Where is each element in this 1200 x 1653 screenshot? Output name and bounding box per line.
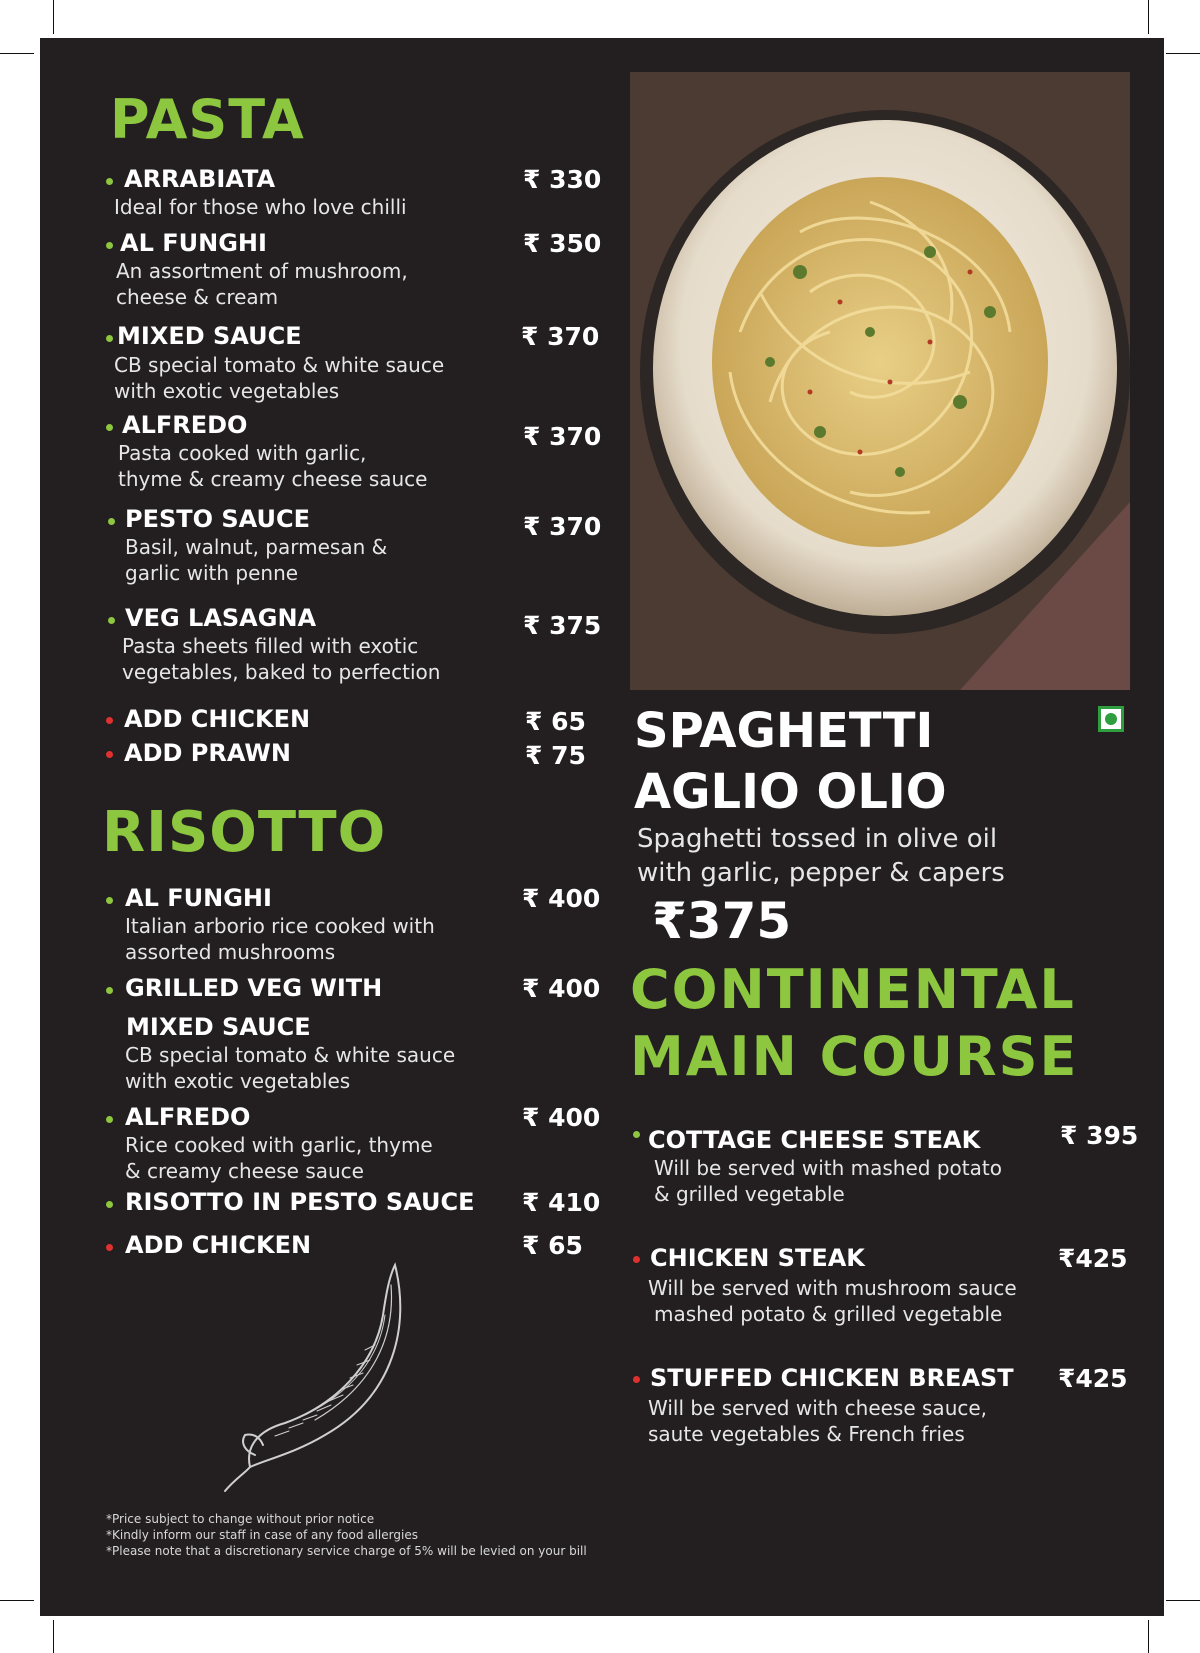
addon-name: ADD CHICKEN [124,705,311,733]
item-description: Italian arborio rice cooked with [125,914,435,938]
spaghetti-photo [630,72,1130,690]
footnote: *Price subject to change without prior notice [106,1512,375,1526]
item-description: Will be served with mashed potato [654,1156,1002,1180]
item-price: ₹ 330 [523,165,602,194]
item-description: CB special tomato & white sauce [125,1043,456,1067]
addon-name: ADD CHICKEN [125,1231,312,1259]
item-price: ₹ 375 [523,611,602,640]
addon-price: ₹ 65 [522,1231,583,1260]
item-name: GRILLED VEG WITH [125,974,383,1002]
nonveg-bullet [633,1256,640,1263]
featured-title-line2: AGLIO OLIO [634,764,947,820]
nonveg-bullet [633,1376,640,1383]
item-name: ALFREDO [122,411,248,439]
item-description: Rice cooked with garlic, thyme [125,1133,433,1157]
nonveg-bullet [106,751,113,758]
item-name: CHICKEN STEAK [650,1244,865,1272]
crop-mark [0,53,34,54]
item-name: AL FUNGHI [125,884,272,912]
crop-mark [53,1620,54,1653]
veg-bullet [106,335,113,342]
veg-bullet [633,1131,640,1138]
item-name: PESTO SAUCE [125,505,311,533]
veg-mark-icon [1098,706,1124,732]
item-name: ALFREDO [125,1103,251,1131]
item-name: MIXED SAUCE [117,322,302,350]
crop-mark [1148,0,1149,34]
item-description: & creamy cheese sauce [125,1159,364,1183]
addon-price: ₹ 75 [525,741,586,770]
item-price: ₹ 370 [523,512,602,541]
item-description: Will be served with cheese sauce, [648,1396,988,1420]
veg-bullet [106,987,113,994]
item-price: ₹ 400 [522,974,601,1003]
veg-bullet [106,178,113,185]
item-description: Pasta sheets filled with exotic [122,634,419,658]
item-name: VEG LASAGNA [125,604,317,632]
item-price: ₹425 [1058,1364,1128,1393]
featured-description: with garlic, pepper & capers [637,858,1005,888]
pasta-heading: PASTA [110,88,305,151]
continental-heading-line1: CONTINENTAL [630,958,1076,1021]
crop-mark [1148,1620,1149,1653]
crop-mark [1166,1600,1200,1601]
item-name: AL FUNGHI [120,229,267,257]
item-description: & grilled vegetable [654,1182,845,1206]
item-name: STUFFED CHICKEN BREAST [650,1364,1014,1392]
item-price: ₹ 350 [523,229,602,258]
continental-heading-line2: MAIN COURSE [630,1025,1079,1088]
item-name: COTTAGE CHEESE STEAK [648,1126,981,1154]
item-description: vegetables, baked to perfection [122,660,441,684]
item-name: RISOTTO IN PESTO SAUCE [125,1188,475,1216]
item-description: with exotic vegetables [125,1069,351,1093]
item-description: thyme & creamy cheese sauce [118,467,428,491]
item-description: mashed potato & grilled vegetable [654,1302,1003,1326]
veg-mark-dot [1105,713,1117,725]
crop-mark [0,1600,34,1601]
featured-price: ₹375 [652,892,792,950]
item-description: saute vegetables & French fries [648,1422,965,1446]
item-description: Basil, walnut, parmesan & [125,535,388,559]
veg-bullet [108,617,115,624]
veg-bullet [106,1201,113,1208]
item-price: ₹ 410 [522,1188,601,1217]
veg-bullet [106,897,113,904]
veg-bullet [106,242,113,249]
item-description: cheese & cream [116,285,279,309]
featured-title-line1: SPAGHETTI [634,703,934,759]
risotto-heading: RISOTTO [102,800,387,865]
nonveg-bullet [106,1244,113,1251]
veg-bullet [106,424,113,431]
veg-bullet [108,518,115,525]
item-description: An assortment of mushroom, [116,259,408,283]
featured-description: Spaghetti tossed in olive oil [637,824,998,854]
addon-price: ₹ 65 [525,707,586,736]
chilli-illustration-icon [205,1255,420,1495]
item-name: ARRABIATA [124,165,276,193]
crop-mark [1166,53,1200,54]
item-price: ₹425 [1058,1244,1128,1273]
item-description: Will be served with mushroom sauce [648,1276,1017,1300]
item-description: assorted mushrooms [125,940,336,964]
item-name-line2: MIXED SAUCE [126,1013,311,1041]
item-price: ₹ 400 [522,1103,601,1132]
nonveg-bullet [106,717,113,724]
item-description: Pasta cooked with garlic, [118,441,367,465]
item-description: CB special tomato & white sauce [114,353,445,377]
item-price: ₹ 395 [1060,1121,1139,1150]
item-price: ₹ 400 [522,884,601,913]
item-description: with exotic vegetables [114,379,340,403]
crop-mark [53,0,54,34]
item-price: ₹ 370 [523,422,602,451]
item-price: ₹ 370 [521,322,600,351]
footnote: *Kindly inform our staff in case of any food allergies [106,1528,418,1542]
item-description: Ideal for those who love chilli [114,195,407,219]
footnote: *Please note that a discretionary service charge of 5% will be levied on your bill [106,1544,587,1558]
addon-name: ADD PRAWN [124,739,291,767]
item-description: garlic with penne [125,561,299,585]
veg-bullet [106,1116,113,1123]
